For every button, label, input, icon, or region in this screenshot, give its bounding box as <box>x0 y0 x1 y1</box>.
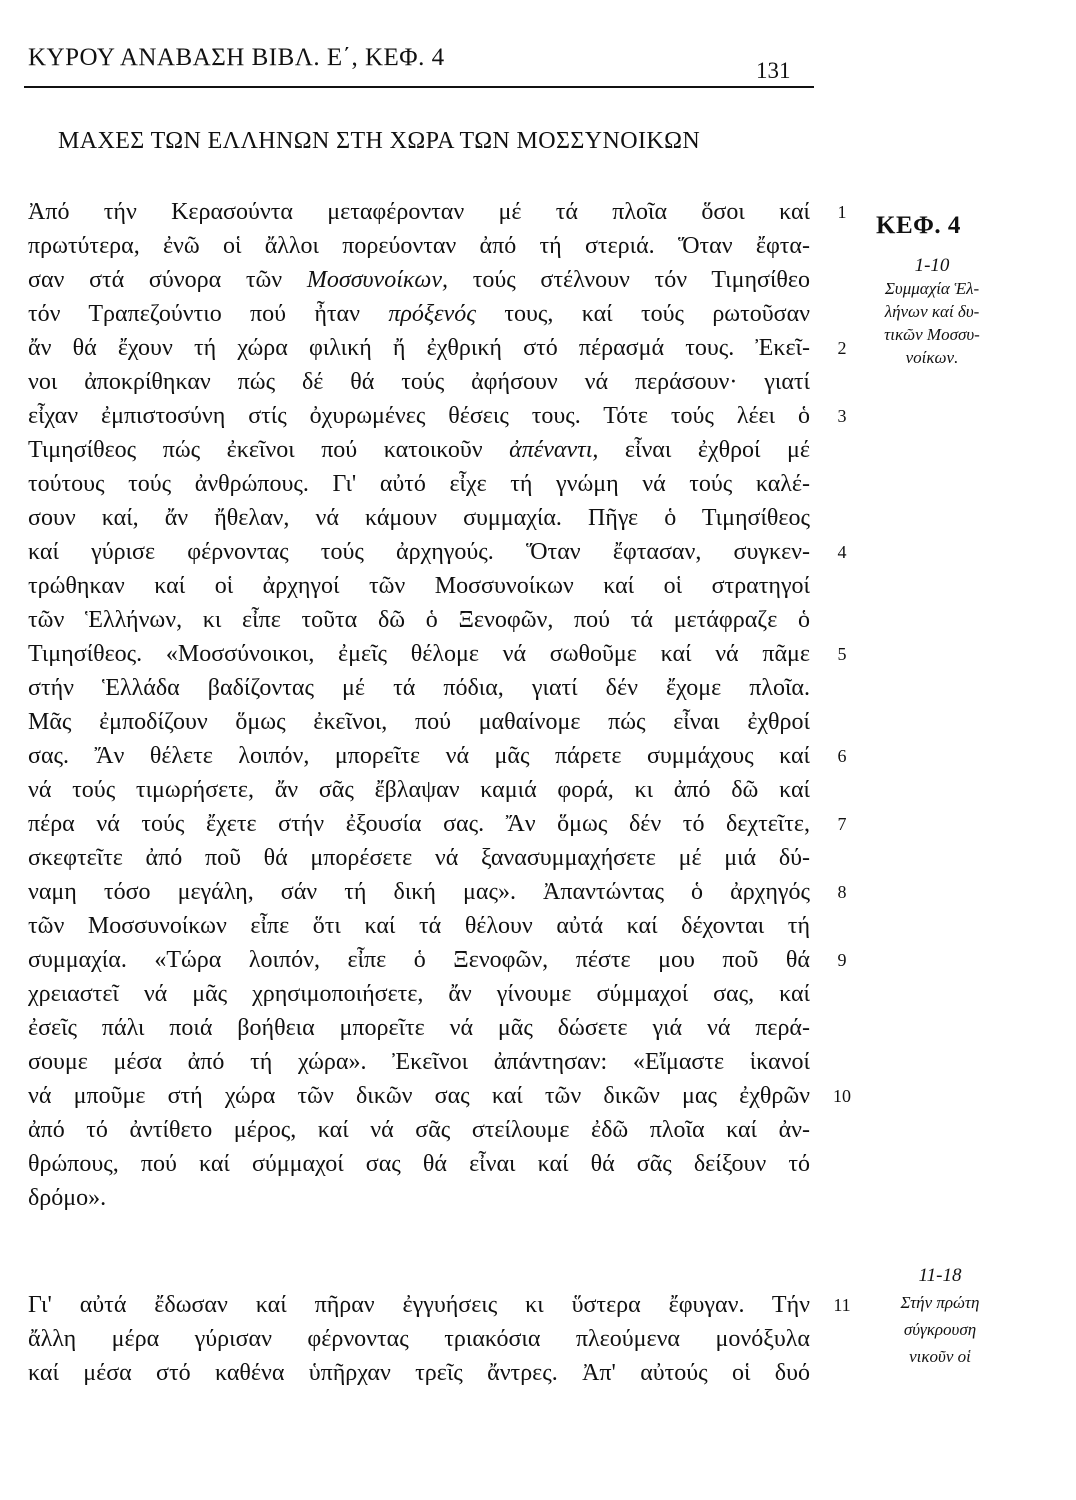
section-number: 3 <box>837 406 847 426</box>
italic-term: ἀπέναντι, <box>509 437 599 463</box>
text-line: σκεφτεῖτε ἀπό ποῦ θά μπορέσετε νά ξανασυμμαχήσετε μέ μιά δύ- <box>28 845 810 871</box>
text-line: πρωτύτερα, ἐνῶ οἱ ἄλλοι πορεύονταν ἀπό τή στεριά. Ὅταν ἔφτα- <box>28 233 810 259</box>
running-head: ΚΥΡΟΥ ΑΝΑΒΑΣΗ ΒΙΒΛ. Ε΄, ΚΕΦ. 4 <box>28 44 445 71</box>
text-line: ἀπό τό ἀντίθετο μέρος, καί νά σᾶς στείλουμε ἐδῶ πλοῖα καί ἀν- <box>28 1117 810 1143</box>
text-line: καί γύρισε φέρνοντας τούς ἀρχηγούς. Ὅταν ἔφτασαν, συγκεν- <box>28 539 810 565</box>
text-line: στήν Ἑλλάδα βαδίζοντας μέ τά πόδια, γιατί δέν ἔχομε πλοῖα. <box>28 675 810 701</box>
section-number: 2 <box>837 338 847 358</box>
side-note-line: λήνων καί δυ- <box>884 302 980 321</box>
text-line: δρόμο». <box>28 1185 107 1211</box>
text-line: θρώπους, πού καί σύμμαχοί σας θά εἶναι καί θά σᾶς δείξουν τό <box>28 1151 810 1177</box>
page-number: 131 <box>756 58 791 83</box>
text-line: ἄν θά ἔχουν τή χώρα φιλική ἤ ἐχθρική στό πέρασμά τους. Ἐκεῖ- <box>28 335 810 361</box>
text-line: καί μέσα στό καθένα ὑπῆρχαν τρεῖς ἄντρες. Ἀπ' αὐτούς οἱ δυό <box>28 1360 810 1386</box>
section-number: 8 <box>837 882 847 902</box>
italic-term: πρόξενός <box>388 301 476 327</box>
text-line: εἶχαν ἐμπιστοσύνη στίς ὀχυρωμένες θέσεις τους. Τότε τούς λέει ὁ <box>28 403 810 429</box>
side-note-range: 11-18 <box>918 1265 962 1286</box>
section-number: 11 <box>833 1295 851 1315</box>
text-line: Τιμησίθεος πώς ἐκεῖνοι πού κατοικοῦν ἀπέναντι, εἶναι ἐχθροί μέ <box>28 437 810 463</box>
section-number: 1 <box>837 202 847 222</box>
section-number: 4 <box>837 542 847 562</box>
text-line: σαν στά σύνορα τῶν Μοσσυνοίκων, τούς στέλνουν τόν Τιμησίθεο <box>28 267 810 293</box>
italic-term: Μοσσυνοίκων, <box>306 267 448 293</box>
header-rule <box>24 86 814 88</box>
text-line: ἐσεῖς πάλι ποιά βοήθεια μπορεῖτε νά μᾶς δώσετε γιά νά περά- <box>28 1015 810 1041</box>
section-number: 10 <box>833 1086 851 1106</box>
side-note-line: Στήν πρώτη <box>900 1293 980 1312</box>
text-line: τῶν Ἑλλήνων, κι εἶπε τοῦτα δῶ ὁ Ξενοφῶν, πού τά μετάφραζε ὁ <box>28 607 810 633</box>
section-number: 7 <box>837 814 847 834</box>
text-line: Ἀπό τήν Κερασούντα μεταφέρονταν μέ τά πλοῖα ὅσοι καί <box>28 199 810 225</box>
side-note-line: Συμμαχία Ἑλ- <box>884 279 980 298</box>
text-line: νοι ἀποκρίθηκαν πώς δέ θά τούς ἀφήσουν νά περάσουν· γιατί <box>28 369 810 395</box>
text-line: τῶν Μοσσυνοίκων εἶπε ὅτι καί τά θέλουν αὐτά καί δέχονται τή <box>28 913 810 939</box>
text-line: τούτους τούς ἀνθρώπους. Γι' αὐτό εἶχε τή γνώμη νά τούς καλέ- <box>28 471 810 497</box>
side-note-line: τικῶν Μοσσυ- <box>884 325 980 344</box>
text-line: τρώθηκαν καί οἱ ἀρχηγοί τῶν Μοσσυνοίκων καί οἱ στρατηγοί <box>28 573 810 599</box>
section-number: 6 <box>837 746 847 766</box>
chapter-heading: ΚΕΦ. 4 <box>876 212 961 239</box>
side-note-2 <box>840 1262 1040 1370</box>
text-line: Τιμησίθεος. «Μοσσύνοικοι, ἐμεῖς θέλομε νά σωθοῦμε καί νά πᾶμε <box>28 641 810 667</box>
text-line: πέρα νά τούς ἔχετε στήν ἐξουσία σας. Ἄν ὅμως δέν τό δεχτεῖτε, <box>28 811 810 837</box>
text-line: ἄλλη μέρα γύρισαν φέρνοντας τριακόσια πλεούμενα μονόξυλα <box>28 1326 810 1352</box>
text-line: Γι' αὐτά ἔδωσαν καί πῆραν ἐγγυήσεις κι ὕστερα ἔφυγαν. Τήν <box>28 1292 810 1318</box>
section-number: 5 <box>837 644 847 664</box>
text-line: Μᾶς ἐμποδίζουν ὅμως ἐκεῖνοι, πού μαθαίνομε πώς εἶναι ἐχθροί <box>28 709 810 735</box>
text-line: νά τούς τιμωρήσετε, ἄν σᾶς ἔβλαψαν καμιά φορά, κι ἀπό δῶ καί <box>28 777 810 803</box>
side-note-line: νοίκων. <box>905 348 959 367</box>
text-line: ναμη τόσο μεγάλη, σάν τή δική μας». Ἀπαντώντας ὁ ἀρχηγός <box>28 879 810 905</box>
text-line: τόν Τραπεζούντιο πού ἦταν πρόξενός τους, καί τούς ρωτοῦσαν <box>28 301 810 327</box>
section-title: ΜΑΧΕΣ ΤΩΝ ΕΛΛΗΝΩΝ ΣΤΗ ΧΩΡΑ ΤΩΝ ΜΟΣΣΥΝΟΙΚΩΝ <box>58 128 701 154</box>
text-line: χρειαστεῖ νά μᾶς χρησιμοποιήσετε, ἄν γίνουμε σύμμαχοί σας, καί <box>28 981 810 1007</box>
section-number: 9 <box>837 950 847 970</box>
side-note-range: 1-10 <box>914 255 950 276</box>
text-line: σουμε μέσα ἀπό τή χώρα». Ἐκεῖνοι ἀπάντησαν: «Εἴμαστε ἱκανοί <box>28 1049 810 1075</box>
side-note-1 <box>832 254 1032 369</box>
side-note-line: νικοῦν οἱ <box>909 1347 971 1366</box>
text-line: σας. Ἄν θέλετε λοιπόν, μπορεῖτε νά μᾶς πάρετε συμμάχους καί <box>28 743 810 769</box>
side-note-line: σύγκρουση <box>903 1320 977 1339</box>
text-line: νά μποῦμε στή χώρα τῶν δικῶν σας καί τῶν δικῶν μας ἐχθρῶν <box>28 1083 810 1109</box>
text-line: σουν καί, ἄν ἤθελαν, νά κάμουν συμμαχία. Πῆγε ὁ Τιμησίθεος <box>28 505 810 531</box>
text-line: συμμαχία. «Τώρα λοιπόν, εἶπε ὁ Ξενοφῶν, πέστε μου ποῦ θά <box>28 947 810 973</box>
